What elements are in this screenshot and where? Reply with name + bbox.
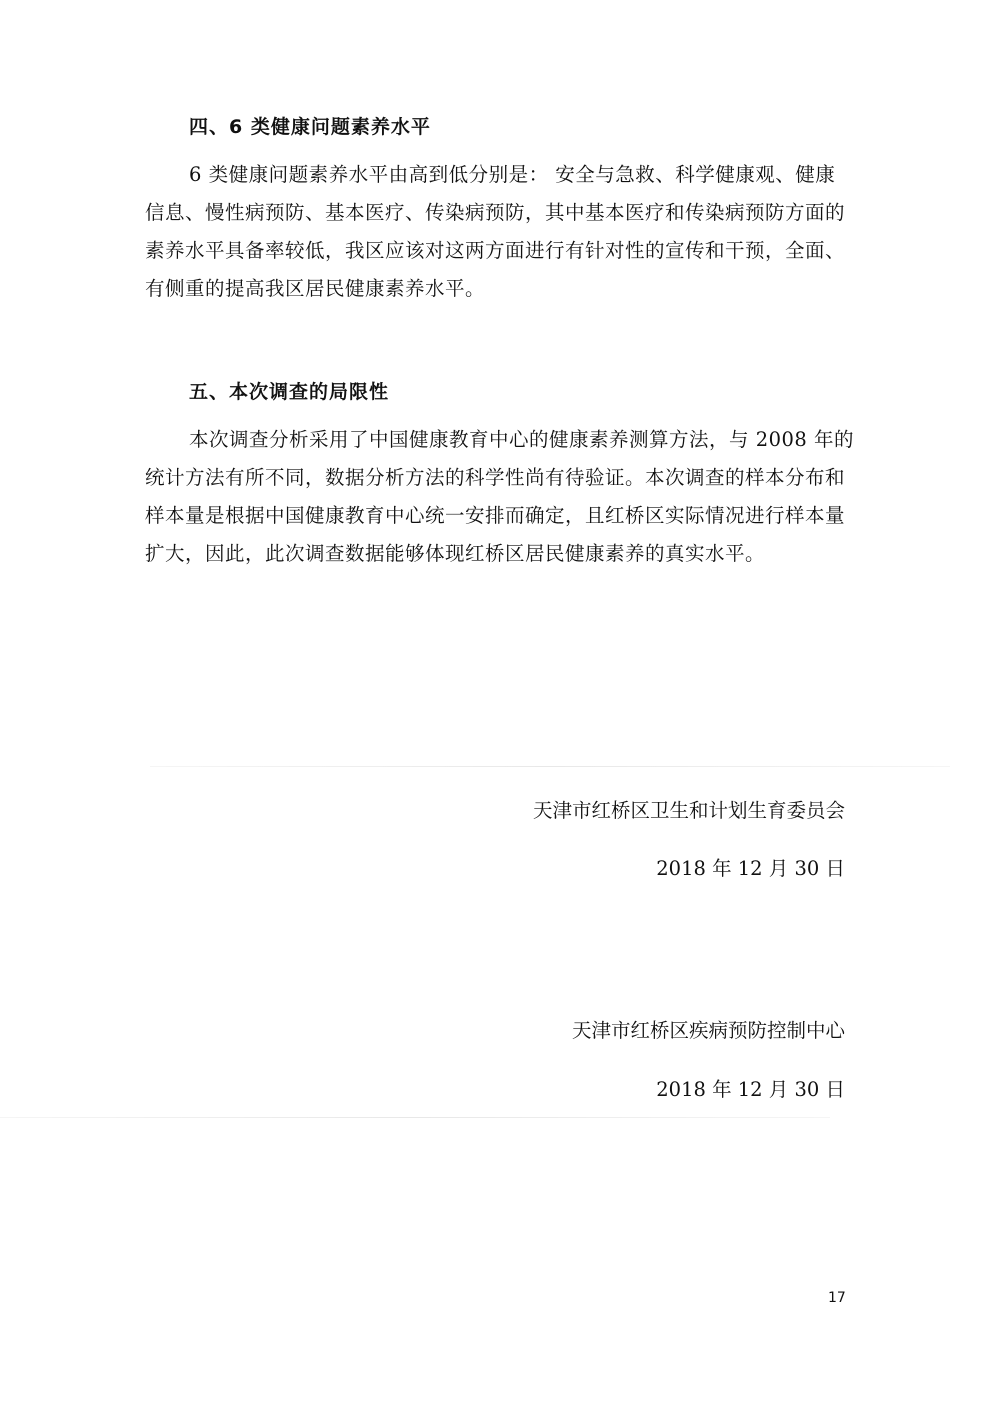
- paragraph-line: 扩大，因此，此次调查数据能够体现红桥区居民健康素养的真实水平。: [145, 542, 766, 565]
- paragraph-line: 样本量是根据中国健康教育中心统一安排而确定，且红桥区实际情况进行样本量: [145, 504, 846, 527]
- signature-org-1: 天津市红桥区卫生和计划生育委员会: [532, 799, 845, 822]
- paragraph-line: 6 类健康问题素养水平由高到低分别是： 安全与急救、科学健康观、健康: [189, 163, 836, 186]
- paragraph-line: 信息、慢性病预防、基本医疗、传染病预防，其中基本医疗和传染病预防方面的: [145, 201, 846, 224]
- section-5-paragraph: [145, 421, 865, 573]
- scan-artifact-line: [150, 766, 950, 767]
- section-4-paragraph: [145, 156, 865, 308]
- signature-date-2: 2018 年 12 月 30 日: [656, 1078, 845, 1101]
- page-number: 17: [828, 1290, 846, 1306]
- paragraph-line: 本次调查分析采用了中国健康教育中心的健康素养测算方法，与 2008 年的: [189, 428, 855, 451]
- scan-artifact-line: [0, 1117, 830, 1118]
- paragraph-line: 统计方法有所不同，数据分析方法的科学性尚有待验证。本次调查的样本分布和: [145, 466, 846, 489]
- section-4-heading: 四、6 类健康问题素养水平: [189, 116, 431, 138]
- signature-org-2: 天津市红桥区疾病预防控制中心: [571, 1019, 845, 1042]
- signature-date-1: 2018 年 12 月 30 日: [656, 857, 845, 880]
- paragraph-line: 素养水平具备率较低，我区应该对这两方面进行有针对性的宣传和干预，全面、: [145, 239, 846, 262]
- paragraph-line: 有侧重的提高我区居民健康素养水平。: [145, 277, 486, 300]
- section-5-heading: 五、本次调查的局限性: [189, 381, 390, 403]
